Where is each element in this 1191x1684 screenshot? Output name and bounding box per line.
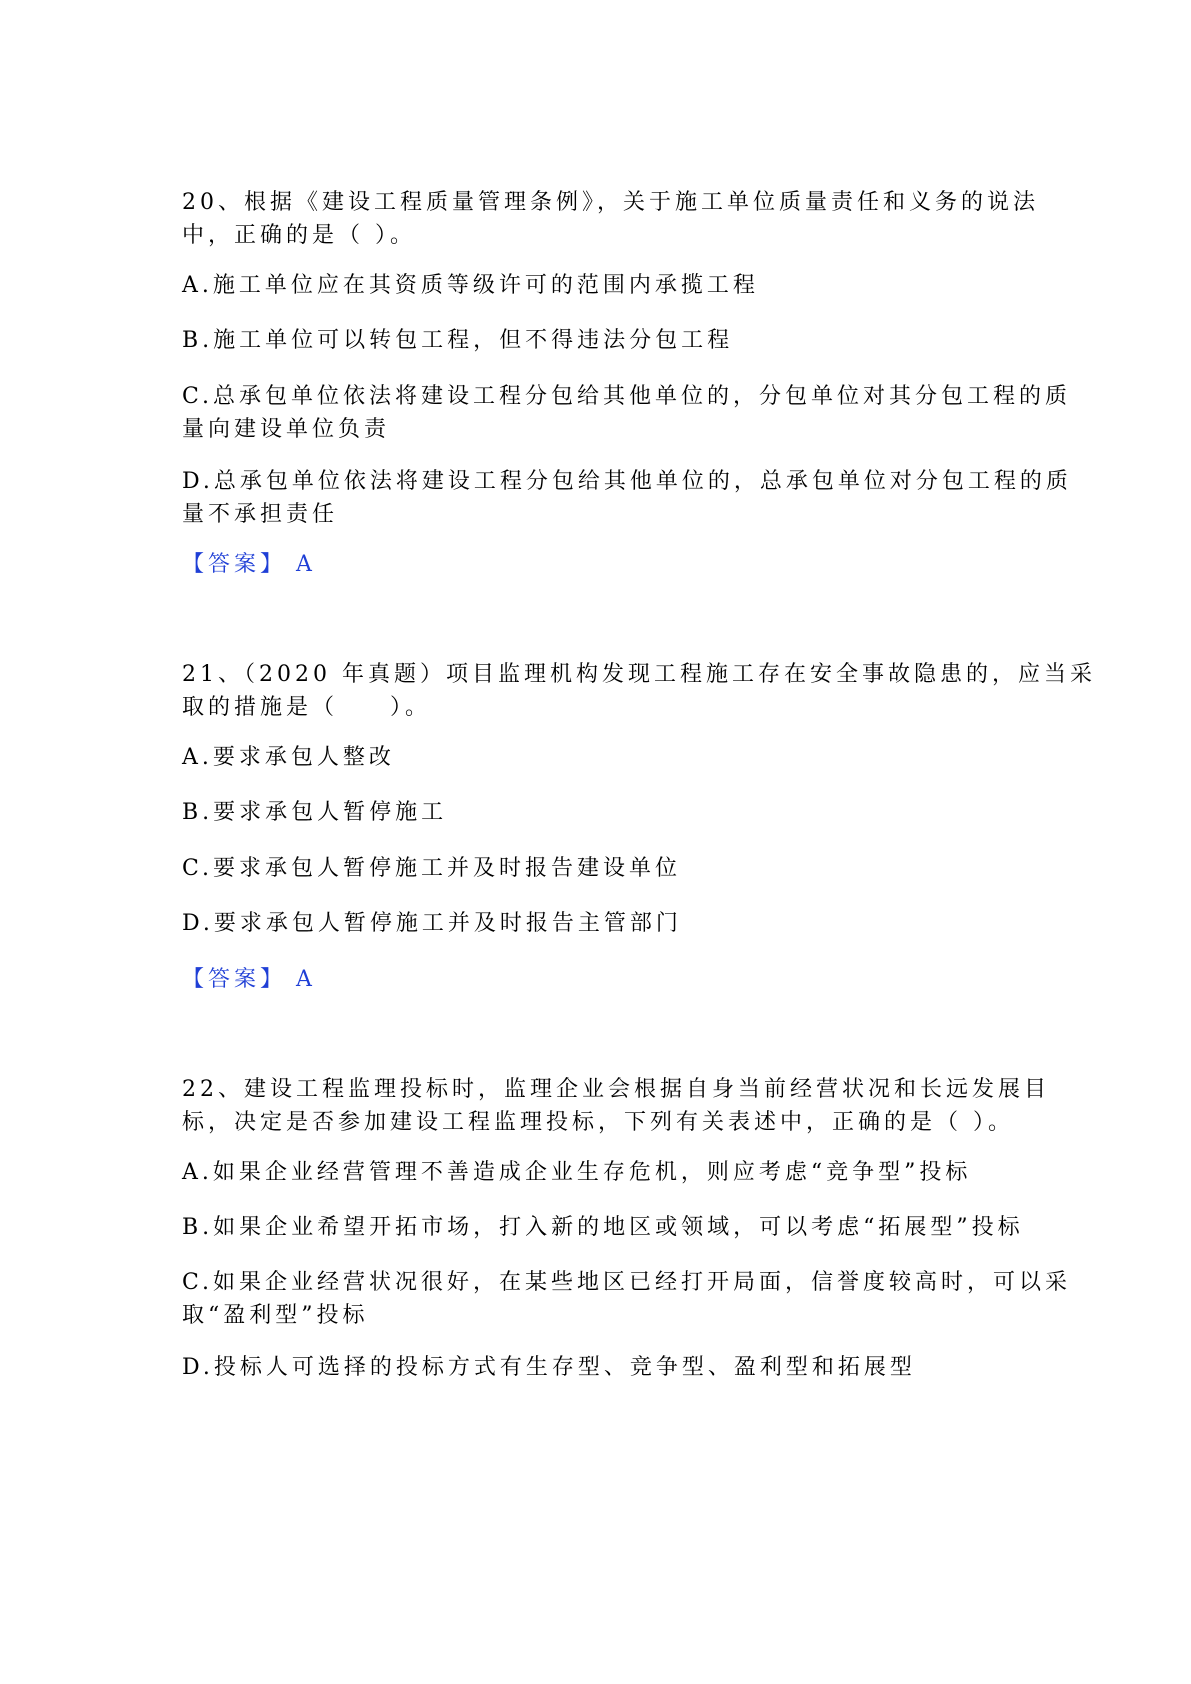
option-text: 量不承担责任 bbox=[182, 502, 339, 527]
question-stem-line: 22、建设工程监理投标时，监理企业会根据自身当前经营状况和长远发展目 bbox=[182, 1077, 1050, 1102]
answer-line bbox=[182, 963, 1012, 996]
option-text: D.要求承包人暂停施工并及时报告主管部门 bbox=[182, 911, 682, 936]
question-stem-line: 标，决定是否参加建设工程监理投标，下列有关表述中，正确的是（ ）。 bbox=[182, 1110, 1014, 1135]
option-text: C.如果企业经营状况很好，在某些地区已经打开局面，信誉度较高时，可以采 bbox=[182, 1270, 1072, 1295]
answer-line bbox=[182, 548, 1012, 581]
option-text: B.要求承包人暂停施工 bbox=[182, 800, 448, 825]
option-d bbox=[182, 907, 1012, 940]
answer-value: A bbox=[296, 552, 312, 577]
question-stem-line: 20、根据《建设工程质量管理条例》，关于施工单位质量责任和义务的说法 bbox=[182, 190, 1039, 215]
option-a bbox=[182, 1156, 1012, 1189]
option-text: D.总承包单位依法将建设工程分包给其他单位的，总承包单位对分包工程的质 bbox=[182, 469, 1072, 494]
option-text: A.施工单位应在其资质等级许可的范围内承揽工程 bbox=[182, 273, 759, 298]
option-text: D.投标人可选择的投标方式有生存型、竞争型、盈利型和拓展型 bbox=[182, 1355, 916, 1380]
question-20 bbox=[182, 186, 1039, 252]
question-stem-line: 21、（2020 年真题）项目监理机构发现工程施工存在安全事故隐患的，应当采 bbox=[182, 662, 1096, 687]
question-stem-line: 取的措施是（ ）。 bbox=[182, 695, 432, 720]
option-text: A.要求承包人整改 bbox=[182, 745, 395, 770]
option-b bbox=[182, 324, 1012, 357]
option-text: C.总承包单位依法将建设工程分包给其他单位的，分包单位对其分包工程的质 bbox=[182, 384, 1072, 409]
option-b bbox=[182, 796, 1012, 829]
question-stem-line: 中，正确的是（ ）。 bbox=[182, 223, 416, 248]
option-c bbox=[182, 852, 1012, 885]
question-21 bbox=[182, 658, 1096, 724]
option-d bbox=[182, 465, 1072, 531]
answer-label: 【答案】 bbox=[182, 967, 287, 992]
option-text: B.如果企业希望开拓市场，打入新的地区或领域，可以考虑“拓展型”投标 bbox=[182, 1215, 1024, 1240]
option-text: C.要求承包人暂停施工并及时报告建设单位 bbox=[182, 856, 682, 881]
option-text: 取“盈利型”投标 bbox=[182, 1303, 369, 1328]
option-b bbox=[182, 1211, 1024, 1244]
option-d bbox=[182, 1351, 1012, 1384]
option-a bbox=[182, 269, 1012, 302]
option-text: 量向建设单位负责 bbox=[182, 417, 391, 442]
answer-value: A bbox=[296, 967, 312, 992]
option-text: A.如果企业经营管理不善造成企业生存危机，则应考虑“竞争型”投标 bbox=[182, 1160, 972, 1185]
option-text: B.施工单位可以转包工程，但不得违法分包工程 bbox=[182, 328, 734, 353]
option-c bbox=[182, 380, 1072, 446]
option-c bbox=[182, 1266, 1072, 1332]
option-a bbox=[182, 741, 1012, 774]
answer-label: 【答案】 bbox=[182, 552, 287, 577]
question-22 bbox=[182, 1073, 1050, 1139]
